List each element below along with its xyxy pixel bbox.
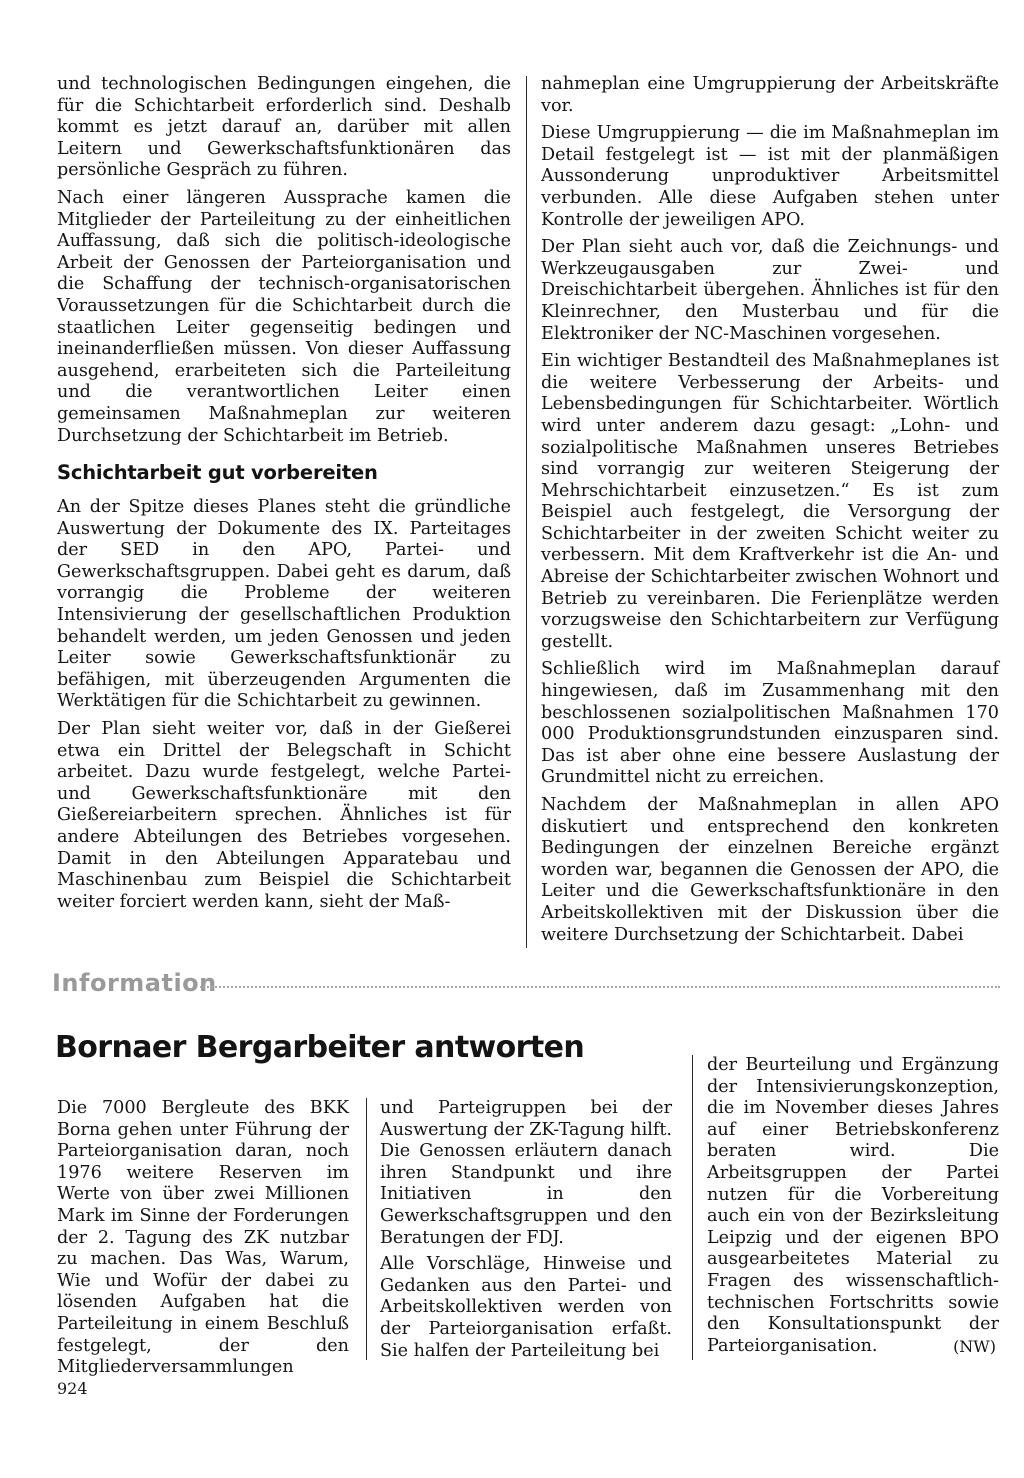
- paragraph: der Beurteilung und Ergänzung der Intensivierungskonzeption, die im November dieses Jahres auf einer Betriebskonferenz beraten wird. Die Arbeitsgruppen der Partei nutzen für die Vorbereitung auch ein von der Bezirksleitung Leipzig und der eigenen BPO ausgearbeitetes Material zu Fragen des wissenschaftlich-technischen Fortschritts sowie den Konsultationspunkt der Parteiorganisation.: [707, 1055, 999, 1356]
- top-left-column: [57, 74, 511, 919]
- top-right-column: [541, 74, 999, 952]
- paragraph: Der Plan sieht weiter vor, daß in der Gießerei etwa ein Drittel der Belegschaft in Schicht arbeitet. Dazu wurde festgelegt, welche Partei- und Gewerkschaftsfunktionäre mit den Gießereiarbeitern sprechen. Ähnliches ist für andere Abteilungen des Betriebes vorgesehen. Damit in den Abteilungen Apparatebau und Maschinenbau zum Beispiel die Schichtarbeit weiter forciert werden kann, sieht der Maß-: [57, 719, 511, 912]
- paragraph: Alle Vorschläge, Hinweise und Gedanken aus den Partei- und Arbeitskollektiven werden von der Parteiorganisation erfaßt. Sie halfen der Parteileitung bei: [380, 1254, 672, 1361]
- information-bar: [52, 968, 1002, 1000]
- paragraph: Die 7000 Bergleute des BKK Borna gehen unter Führung der Parteiorganisation daran, noch 1976 weitere Reserven im Werte von über zwei Millionen Mark im Sinne der Forderungen der 2. Tagung des ZK nutzbar zu machen. Das Was, Warum, Wie und Wofür der dabei zu lösenden Aufgaben hat die Parteileitung in einem Beschluß festgelegt, der den Mitgliederversammlungen: [57, 1098, 349, 1378]
- column-divider: [366, 1098, 367, 1360]
- column-divider: [526, 76, 527, 948]
- author-signature: (NW): [953, 1337, 996, 1356]
- paragraph: An der Spitze dieses Planes steht die gründliche Auswertung der Dokumente des IX. Parteitages der SED in den APO, Partei- und Gewerkschaftsgruppen. Dabei geht es darum, daß vorrangig die Probleme der weiteren Intensivierung der gesellschaftlichen Produktion behandelt werden, um jeden Genossen und jeden Leiter sowie Gewerkschaftsfunktionär zu befähigen, mit überzeugenden Argumenten die Werktätigen für die Schichtarbeit zu gewinnen.: [57, 497, 511, 712]
- section-subheading: Schichtarbeit gut vorbereiten: [57, 461, 378, 485]
- paragraph: Ein wichtiger Bestandteil des Maßnahmeplanes ist die weitere Verbesserung der Arbeits- und Lebensbedingungen für Schichtarbeiter. Wörtlich wird unter anderem dazu gesagt: „Lohn- und sozialpolitische Maßnahmen unseres Betriebes sind vorrangig zur weiteren Steigerung der Mehrschichtarbeit einzusetzen.“ Es ist zum Beispiel auch festgelegt, die Versorgung der Schichtarbeiter in der zweiten Schicht weiter zu verbessern. Mit dem Kraftverkehr ist die An- und Abreise der Schichtarbeiter zwischen Wohnort und Betrieb zu vereinbaren. Die Ferienplätze werden vorzugsweise den Schichtarbeitern zur Verfügung gestellt.: [541, 351, 999, 652]
- bottom-column-1: [57, 1098, 349, 1384]
- bottom-column-2: [380, 1098, 672, 1367]
- paragraph: Diese Umgruppierung — die im Maßnahmeplan im Detail festgelegt ist — ist mit der planmäßigen Aussonderung unproduktiver Arbeitsmittel verbunden. Alle diese Aufgaben stehen unter Kontrolle der jeweiligen APO.: [541, 123, 999, 230]
- page-number: 924: [57, 1379, 88, 1398]
- information-label: Information: [52, 969, 217, 997]
- paragraph: Nach einer längeren Aussprache kamen die Mitglieder der Parteileitung zu der einheitlichen Auffassung, daß sich die politisch-ideologische Arbeit der Genossen der Parteiorganisation und die Schaffung der technisch-organisatorischen Voraussetzungen für die Schichtarbeit durch die staatlichen Leiter gegenseitig bedingen und ineinanderfließen müssen. Von dieser Auffassung ausgehend, erarbeiteten sich die Parteileitung und die verantwortlichen Leiter einen gemeinsamen Maßnahmeplan zur weiteren Durchsetzung der Schichtarbeit im Betrieb.: [57, 187, 511, 446]
- paragraph: und Parteigruppen bei der Auswertung der ZK-Tagung hilft. Die Genossen erläutern danach ihren Standpunkt und ihre Initiativen in den Gewerkschaftsgruppen und den Beratungen der FDJ.: [380, 1098, 673, 1248]
- paragraph: Schließlich wird im Maßnahmeplan darauf hingewiesen, daß im Zusammenhang mit den beschlossenen sozialpolitischen Maßnahmen 170 000 Produktionsgrundstunden einzusparen sind. Das ist aber ohne eine bessere Auslastung der Grundmittel nicht zu erreichen.: [541, 659, 999, 788]
- column-divider: [692, 1055, 693, 1360]
- bottom-column-3: [707, 1055, 999, 1362]
- paragraph: Nachdem der Maßnahmeplan in allen APO diskutiert und entsprechend den konkreten Bedingungen der einzelnen Bereiche ergänzt worden war, begannen die Genossen der APO, die Leiter und die Gewerkschaftsfunktionäre in den Arbeitskollektiven mit der Diskussion über die weitere Durchsetzung der Schichtarbeit. Dabei: [541, 795, 999, 945]
- article-headline: Bornaer Bergarbeiter antworten: [55, 1030, 585, 1065]
- paragraph: nahmeplan eine Umgruppierung der Arbeitskräfte vor.: [541, 74, 999, 116]
- dotted-rule: [200, 986, 1000, 988]
- paragraph: und technologischen Bedingungen eingehen, die für die Schichtarbeit erforderlich sind. Deshalb kommt es jetzt darauf an, darüber mit allen Leitern und Gewerkschaftsfunktionären das persönliche Gespräch zu führen.: [57, 74, 511, 181]
- paragraph: Der Plan sieht auch vor, daß die Zeichnungs- und Werkzeugausgaben zur Zwei- und Dreischichtarbeit übergehen. Ähnliches ist für den Kleinrechner, den Musterbau und für die Elektroniker der NC-Maschinen vorgesehen.: [541, 237, 999, 344]
